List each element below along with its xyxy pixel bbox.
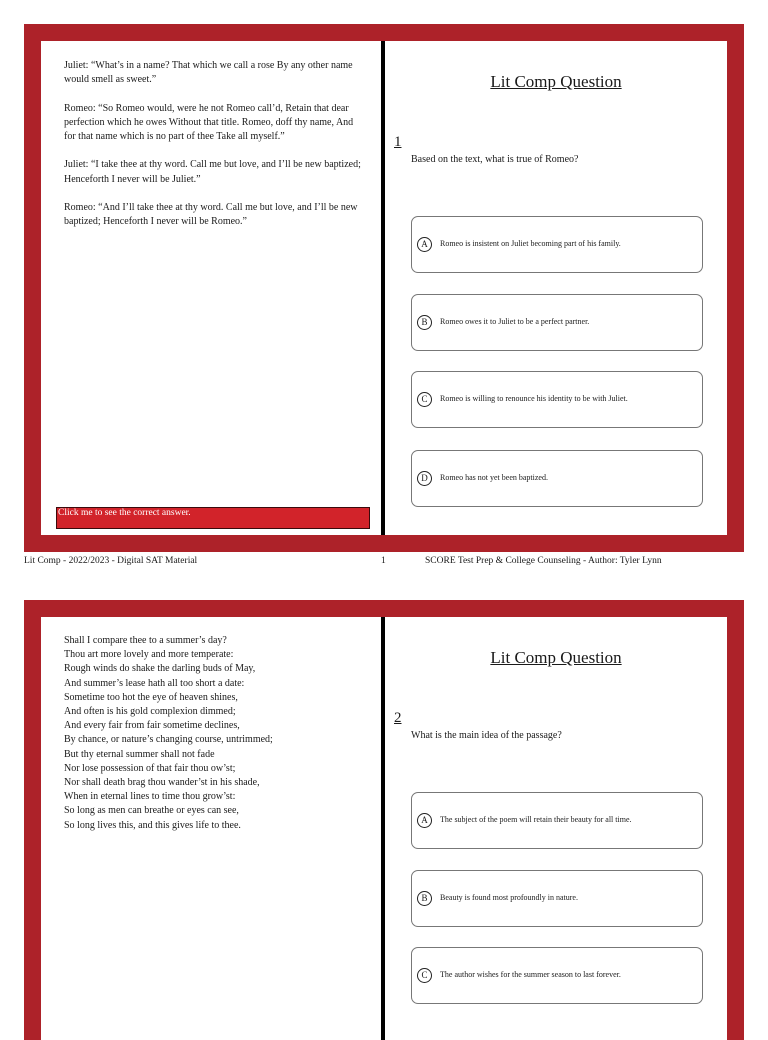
footer-right-text: SCORE Test Prep & College Counseling - Author: Tyler Lynn [425, 556, 662, 566]
choice-letter: A [417, 237, 432, 252]
poem-line: Nor lose possession of that fair thou ow’st; [64, 762, 236, 774]
poem-line: But thy eternal summer shall not fade [64, 748, 215, 760]
passage-paragraph: Romeo: “And I’ll take thee at thy word. Call me but love, and I’ll be new baptized; Henceforth I never will be Romeo.” [64, 201, 358, 228]
column-divider [381, 41, 385, 535]
choice-text: Romeo is willing to renounce his identity to be with Juliet. [440, 394, 628, 403]
question-number: 2 [394, 710, 402, 726]
answer-choice-d[interactable] [411, 450, 703, 507]
answer-choice-a[interactable] [411, 216, 703, 273]
poem-line: So long as men can breathe or eyes can see, [64, 805, 239, 817]
page-1-frame [24, 24, 744, 552]
choice-text: Romeo has not yet been baptized. [440, 473, 548, 482]
footer-page-number: 1 [381, 556, 386, 566]
choice-text: Romeo is insistent on Juliet becoming part of his family. [440, 239, 621, 248]
poem-line: So long lives this, and this gives life to thee. [64, 819, 241, 831]
answer-choice-b[interactable] [411, 294, 703, 351]
page-footer [0, 556, 768, 570]
passage-text [64, 59, 364, 244]
poem-text [64, 634, 364, 833]
poem-line: By chance, or nature’s changing course, untrimmed; [64, 734, 273, 746]
passage-paragraph: Juliet: “What’s in a name? That which we call a rose By any other name would smell as sweet.” [64, 60, 353, 86]
poem-line: Shall I compare thee to a summer’s day? [64, 635, 227, 646]
question-title: Lit Comp Question [490, 72, 622, 91]
footer-left-text: Lit Comp - 2022/2023 - Digital SAT Material [24, 556, 198, 566]
column-divider [381, 617, 385, 1040]
poem-line: And summer’s lease hath all too short a date: [64, 677, 245, 689]
choice-text: Romeo owes it to Juliet to be a perfect partner. [440, 317, 590, 326]
choice-letter: A [417, 813, 432, 828]
question-title: Lit Comp Question [490, 648, 622, 667]
choice-text: The subject of the poem will retain their beauty for all time. [440, 815, 632, 824]
poem-line: And every fair from fair sometime declines, [64, 720, 240, 732]
choice-text: The author wishes for the summer season to last forever. [440, 970, 621, 979]
page-2-content [41, 617, 727, 1040]
choice-letter: B [417, 315, 432, 330]
poem-line: Rough winds do shake the darling buds of May, [64, 663, 256, 675]
page-2-frame [24, 600, 744, 1040]
passage-paragraph: Romeo: “So Romeo would, were he not Romeo call’d, Retain that dear perfection which he owes Without that title. Romeo, doff thy name, And for that name which is no part of thee Take all myself.” [64, 102, 354, 142]
poem-line: Thou art more lovely and more temperate: [64, 649, 234, 661]
choice-letter: D [417, 471, 432, 486]
page-1-content [41, 41, 727, 535]
answer-choice-b[interactable] [411, 870, 703, 927]
question-text: Based on the text, what is true of Romeo? [411, 154, 579, 165]
answer-choice-c[interactable] [411, 947, 703, 1004]
choice-letter: B [417, 891, 432, 906]
poem-line: Sometime too hot the eye of heaven shines, [64, 691, 238, 703]
passage-paragraph: Juliet: “I take thee at thy word. Call me but love, and I’ll be new baptized; Henceforth I never will be Juliet.” [64, 159, 361, 185]
show-answer-button[interactable]: Click me to see the correct answer. [56, 507, 370, 529]
answer-choice-a[interactable] [411, 792, 703, 849]
choice-letter: C [417, 968, 432, 983]
choice-text: Beauty is found most profoundly in nature. [440, 893, 578, 902]
poem-line: Nor shall death brag thou wander’st in his shade, [64, 777, 260, 789]
choice-letter: C [417, 392, 432, 407]
question-number: 1 [394, 134, 402, 150]
poem-line: And often is his gold complexion dimmed; [64, 706, 236, 718]
question-text: What is the main idea of the passage? [411, 730, 562, 741]
poem-line: When in eternal lines to time thou grow’st: [64, 791, 236, 803]
answer-choice-c[interactable] [411, 371, 703, 428]
